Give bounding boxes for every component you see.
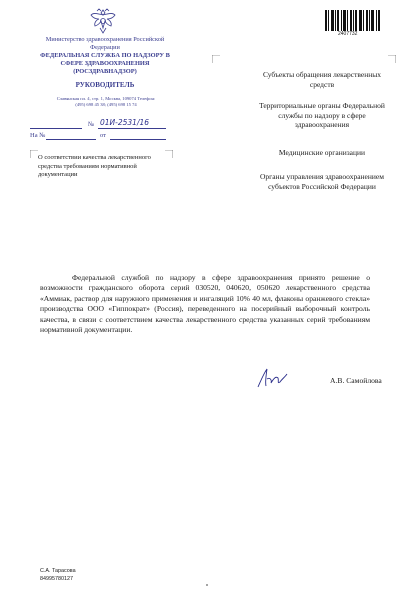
service-address: Славянская пл. 4, стр. 1, Москва, 109074 Телефон: (495) 698 45 38; (495) 698 15 74 [56, 96, 156, 108]
signer-name: А.В. Самойлова [330, 376, 382, 385]
registration-number: 01И-2531/16 [100, 118, 150, 127]
signature [255, 365, 290, 391]
reference-label: На № [30, 132, 46, 139]
emblem-icon [88, 6, 118, 36]
executor-name: С.А. Тарасова [40, 568, 76, 574]
reference-line [46, 139, 96, 140]
addressee-2: Территориальные органы Федеральной службы по надзору в сфере здравоохранения [259, 101, 385, 129]
corner-mark [30, 150, 38, 158]
corner-mark [212, 55, 220, 63]
date-line [30, 128, 82, 129]
addressee-1: Субъекты обращения лекарственных средств [262, 70, 382, 89]
letter-body [40, 273, 370, 335]
corner-mark [388, 55, 396, 63]
registration-block [30, 120, 190, 144]
ministry-name: Министерство здравоохранения Российской Федерации [45, 36, 165, 51]
body-paragraph: Федеральной службой по надзору в сфере здравоохранения принято решение о возможности гражданского оборота серий 030520, 040620, 050620 лекарственного средства «Аммиак, раствор для наружного применения и ингаляций 10% 40 мл, флаконы оранжевого стекла» производства ООО «Гиппократ» (Россия), переведенного на посерийный выборочный контроль качества, в связи с соответствием качества лекарственного средства указанных серий требованиям нормативной документации. [40, 273, 370, 335]
service-name: ФЕДЕРАЛЬНАЯ СЛУЖБА ПО НАДЗОРУ В СФЕРЕ ЗДРАВООХРАНЕНИЯ (РОСЗДРАВНАДЗОР) [40, 52, 170, 75]
number-label: № [88, 121, 95, 128]
barcode [325, 10, 391, 31]
barcode-number: 2407732 [338, 31, 358, 37]
executor-phone: 84995780127 [40, 576, 73, 582]
number-line [98, 128, 166, 129]
addressee-4: Органы управления здравоохранением субъектов Российской Федерации [259, 172, 384, 191]
reference-date-line [110, 139, 166, 140]
letter-subject: О соответствии качества лекарственного средства требованиям нормативной документации [38, 154, 151, 179]
page-dot [206, 584, 208, 586]
addressee-3: Медицинские организации [278, 148, 366, 157]
position-title: РУКОВОДИТЕЛЬ [75, 81, 135, 89]
reference-from-label: от [100, 132, 107, 139]
